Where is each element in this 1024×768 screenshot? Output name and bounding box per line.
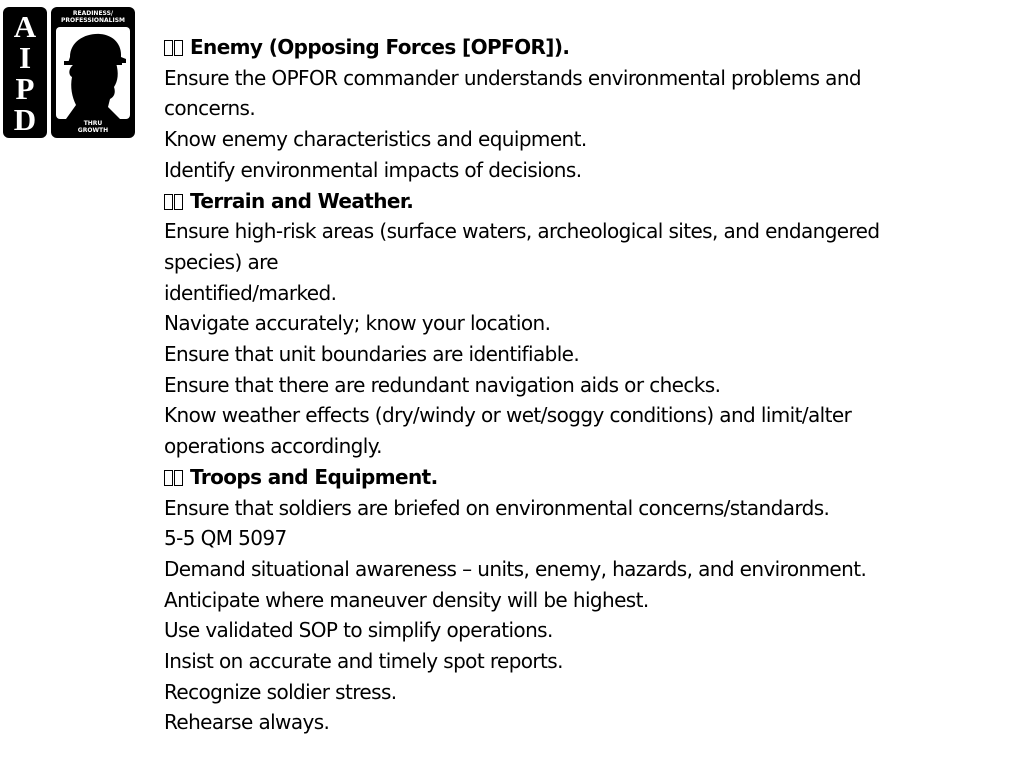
line-text: Ensure the OPFOR commander understands environmental problems and xyxy=(164,65,861,90)
body-line xyxy=(164,523,994,554)
logo-letter: A xyxy=(13,9,37,44)
body-line xyxy=(164,615,994,646)
line-text: Ensure that unit boundaries are identifiable. xyxy=(164,342,580,367)
line-text: Know weather effects (dry/windy or wet/soggy conditions) and limit/alter xyxy=(164,403,852,428)
missing-glyph-icon xyxy=(164,32,190,63)
body-line xyxy=(164,646,994,677)
line-text: Recognize soldier stress. xyxy=(164,679,397,704)
logo-letter: D xyxy=(13,102,37,137)
body-line xyxy=(164,554,994,585)
body-line xyxy=(164,124,994,155)
line-text: Navigate accurately; know your location. xyxy=(164,311,551,336)
logo-badge xyxy=(51,7,135,138)
body-line xyxy=(164,400,994,431)
body-line xyxy=(164,585,994,616)
line-text: Insist on accurate and timely spot reports. xyxy=(164,649,563,674)
line-text: Know enemy characteristics and equipment. xyxy=(164,127,587,152)
logo-top-caption: READINESS/ PROFESSIONALISM xyxy=(60,10,126,24)
logo-letter: I xyxy=(18,40,32,75)
logo-bottom-caption: THRU GROWTH xyxy=(77,120,109,134)
line-text: Demand situational awareness – units, enemy, hazards, and environment. xyxy=(164,556,867,581)
line-text: operations accordingly. xyxy=(164,434,382,459)
body-line xyxy=(164,431,994,462)
missing-glyph-icon xyxy=(164,186,190,217)
line-text: Ensure high-risk areas (surface waters, archeological sites, and endangered xyxy=(164,219,880,244)
logo-letter: P xyxy=(15,71,35,106)
body-line xyxy=(164,308,994,339)
line-text: concerns. xyxy=(164,96,256,121)
section-heading xyxy=(164,462,994,493)
body-line xyxy=(164,707,994,738)
body-line xyxy=(164,155,994,186)
line-text: Ensure that soldiers are briefed on environmental concerns/standards. xyxy=(164,495,830,520)
missing-glyph-icon xyxy=(164,462,190,493)
aipd-logo xyxy=(3,7,135,138)
line-text: Troops and Equipment. xyxy=(190,464,438,489)
body-line xyxy=(164,370,994,401)
body-line xyxy=(164,216,994,247)
line-text: Use validated SOP to simplify operations. xyxy=(164,618,553,643)
logo-letters-panel xyxy=(3,7,47,138)
line-text: Ensure that there are redundant navigation aids or checks. xyxy=(164,372,721,397)
line-text: species) are xyxy=(164,249,279,274)
line-text: Terrain and Weather. xyxy=(190,188,414,213)
line-text: identified/marked. xyxy=(164,280,337,305)
line-text: Rehearse always. xyxy=(164,710,330,735)
body-line xyxy=(164,63,994,94)
body-line xyxy=(164,493,994,524)
body-line xyxy=(164,278,994,309)
body-line xyxy=(164,247,994,278)
document-body xyxy=(164,32,994,738)
line-text: Identify environmental impacts of decisions. xyxy=(164,157,582,182)
line-text: 5-5 QM 5097 xyxy=(164,526,287,551)
body-line xyxy=(164,677,994,708)
section-heading xyxy=(164,32,994,63)
soldier-head-icon xyxy=(56,27,130,119)
body-line xyxy=(164,93,994,124)
section-heading xyxy=(164,186,994,217)
line-text: Anticipate where maneuver density will be highest. xyxy=(164,587,649,612)
body-line xyxy=(164,339,994,370)
line-text: Enemy (Opposing Forces [OPFOR]). xyxy=(190,35,570,59)
